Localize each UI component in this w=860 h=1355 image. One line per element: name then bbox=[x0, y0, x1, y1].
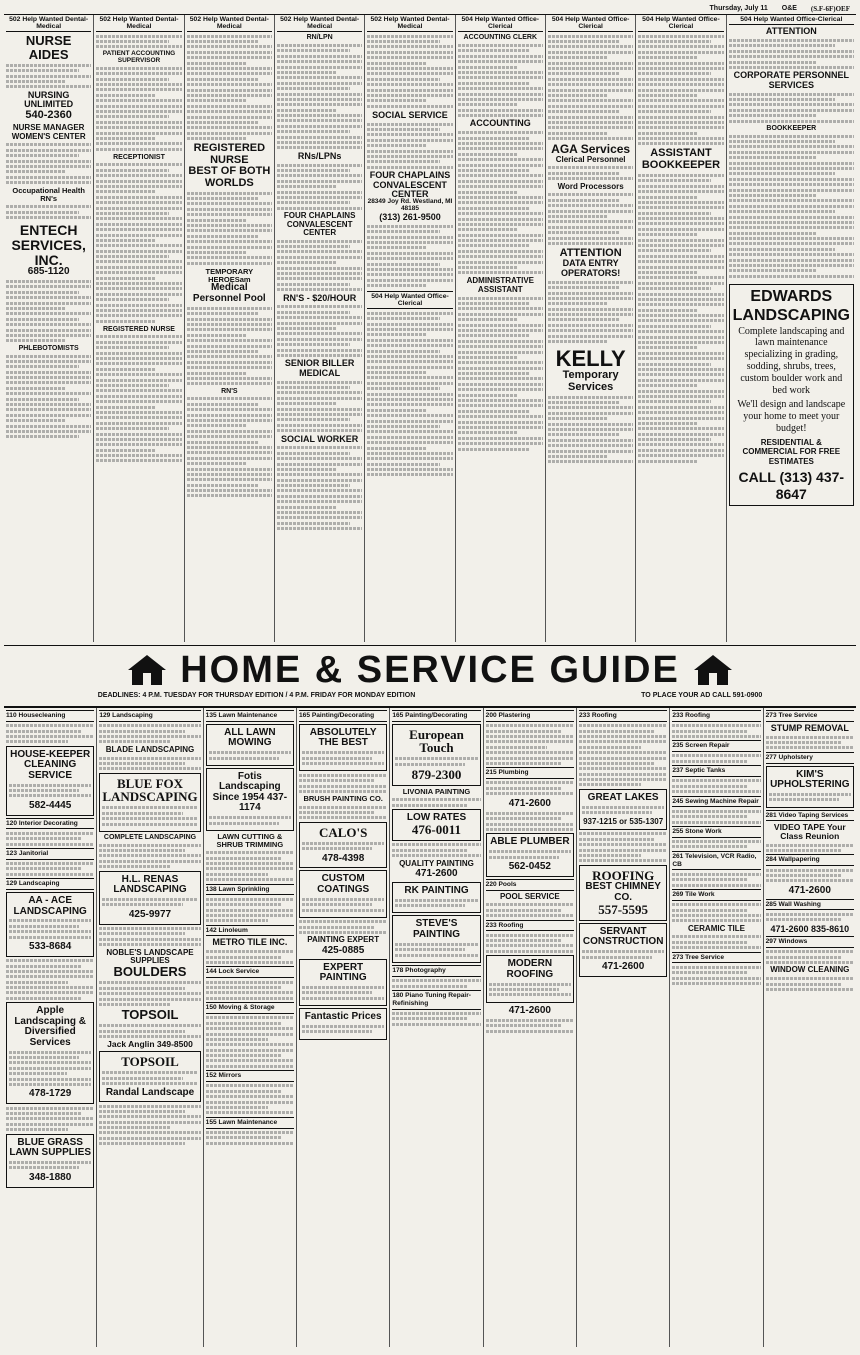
fantastic-ad bbox=[299, 1008, 387, 1040]
ad-phone: 562-0452 bbox=[508, 861, 551, 873]
address: 28349 Joy Rd. Westland, MI 48185 bbox=[367, 198, 453, 213]
modern-roofing-ad bbox=[486, 955, 574, 1003]
ceramic-tile: CERAMIC TILE bbox=[688, 923, 745, 933]
corporate-personnel: CORPORATE PERSONNEL SERVICES bbox=[733, 70, 849, 90]
ad-title: LOW RATES bbox=[406, 811, 467, 823]
clerical-personnel: Clerical Personnel bbox=[555, 154, 626, 164]
column-header: 502 Help Wanted Dental-Medical bbox=[367, 15, 452, 32]
ad-title: Fantastic Prices bbox=[304, 1011, 382, 1023]
housekeeper-ad bbox=[6, 746, 94, 816]
kelly-temporary: Temporary Services bbox=[562, 369, 619, 393]
section-heading: 123 Janitorial bbox=[6, 848, 94, 860]
section-heading: 129 Landscaping bbox=[6, 878, 94, 890]
column-header: 502 Help Wanted Dental-Medical bbox=[277, 15, 362, 32]
ad-phone: 471-2600 bbox=[602, 961, 645, 973]
stump-removal: STUMP REMOVAL bbox=[770, 722, 849, 733]
rns-lpns: RNs/LPNs bbox=[297, 150, 342, 161]
section-heading: 235 Screen Repair bbox=[672, 740, 760, 752]
blue-fox-ad bbox=[99, 773, 200, 832]
service-guide-section bbox=[4, 707, 856, 1347]
apple-landscaping-ad bbox=[6, 1002, 94, 1104]
guide-column-1 bbox=[4, 708, 97, 1347]
ad-phone: 348-1880 bbox=[29, 1171, 72, 1183]
section-heading: 269 Tile Work bbox=[672, 889, 760, 901]
ad-subtitle: Since 1954 437-1174 bbox=[212, 791, 288, 814]
attention: ATTENTION bbox=[765, 26, 817, 37]
section-heading: 155 Lawn Maintenance bbox=[206, 1117, 294, 1129]
help-wanted-section bbox=[4, 14, 856, 642]
jack-anglin: Jack Anglin 349-8500 bbox=[107, 1039, 193, 1050]
ad-title: ABSOLUTELY THE BEST bbox=[309, 726, 377, 749]
kims-ad bbox=[766, 766, 854, 808]
section-heading: 138 Lawn Sprinkling bbox=[206, 884, 294, 896]
all-lawn-ad bbox=[206, 724, 294, 766]
section-heading: 129 Landscaping bbox=[99, 710, 200, 722]
house-icon bbox=[692, 653, 734, 687]
rk-painting-ad bbox=[392, 882, 480, 914]
column-8 bbox=[636, 15, 726, 642]
issue-date: Thursday, July 11 bbox=[709, 4, 768, 12]
section-heading: 142 Linoleum bbox=[206, 925, 294, 937]
steves-painting-ad bbox=[392, 915, 480, 963]
place-ad: TO PLACE YOUR AD CALL 591-0900 bbox=[641, 692, 763, 700]
registered-nurse: REGISTERED NURSE bbox=[193, 142, 266, 166]
guide-column-5 bbox=[390, 708, 483, 1347]
ad-title: TOPSOIL bbox=[121, 1054, 179, 1070]
ad-title: CUSTOM COATINGS bbox=[317, 873, 370, 895]
ad-title: EXPERT PAINTING bbox=[319, 961, 367, 984]
social-service: SOCIAL SERVICE bbox=[372, 109, 448, 120]
ad-title: ALL LAWN MOWING bbox=[224, 726, 276, 749]
lawn-cutting: LAWN CUTTING & SHRUB TRIMMING bbox=[216, 832, 284, 849]
fotis-ad bbox=[206, 768, 294, 831]
livonia-painting: LIVONIA PAINTING bbox=[402, 786, 471, 796]
four-chaplains: FOUR CHAPLAINS CONVALESCENT CENTER bbox=[283, 211, 356, 237]
video-tape: VIDEO TAPE Your Class Reunion bbox=[773, 822, 846, 842]
phone: 471-2600 bbox=[508, 1004, 551, 1016]
section-heading: 255 Stone Work bbox=[672, 826, 760, 838]
rns-title: RN'S bbox=[221, 387, 238, 395]
page-number: (S.F-6F)OEF bbox=[810, 4, 850, 13]
column-1 bbox=[4, 15, 94, 642]
able-plumber-ad bbox=[486, 833, 574, 876]
servant-ad bbox=[579, 923, 667, 977]
ad-title: CALO'S bbox=[318, 824, 368, 840]
quality-painting: QUALITY PAINTING bbox=[399, 858, 474, 868]
section-heading: 110 Housecleaning bbox=[6, 710, 94, 722]
section-heading: 215 Plumbing bbox=[486, 767, 574, 779]
ad-subtitle: BEST CHIMNEY CO. bbox=[585, 881, 661, 903]
nobles: NOBLE'S LANDSCAPE SUPPLIES bbox=[106, 947, 194, 965]
guide-column-6 bbox=[484, 708, 577, 1347]
column-5 bbox=[365, 15, 455, 642]
ad-title: STEVE'S PAINTING bbox=[412, 918, 461, 940]
european-ad bbox=[392, 724, 480, 786]
home-service-banner bbox=[4, 645, 856, 707]
aa-landscaping-ad bbox=[6, 892, 94, 957]
column-header: 504 Help Wanted Office-Clerical bbox=[458, 15, 543, 32]
nursing-unlimited: NURSING UNLIMITED bbox=[24, 89, 74, 110]
ad-title: RK PAINTING bbox=[404, 884, 469, 896]
attention: ATTENTION bbox=[559, 246, 622, 259]
custom-coatings-ad bbox=[299, 870, 387, 918]
aga-services: AGA Services bbox=[551, 142, 631, 157]
phone: 471-2600 bbox=[508, 797, 551, 809]
section-heading: 284 Wallpapering bbox=[766, 854, 854, 866]
section-heading: 245 Sewing Machine Repair bbox=[672, 796, 760, 808]
ad-title: AA - ACE LANDSCAPING bbox=[13, 895, 87, 917]
section-heading: 120 Interior Decorating bbox=[6, 818, 94, 830]
house-icon bbox=[126, 653, 168, 687]
banner-title-row bbox=[126, 649, 734, 692]
section-heading: 150 Moving & Storage bbox=[206, 1002, 294, 1014]
phone: 471-2600 835-8610 bbox=[770, 923, 850, 934]
brush-painting: BRUSH PAINTING CO. bbox=[303, 794, 383, 804]
low-rates-ad bbox=[392, 809, 480, 841]
metro-tile: METRO TILE INC. bbox=[212, 937, 288, 948]
topsoil: TOPSOIL bbox=[121, 1007, 179, 1023]
entech-phone: 685-1120 bbox=[27, 266, 70, 278]
boulders: BOULDERS bbox=[113, 964, 187, 980]
column-header: 502 Help Wanted Dental-Medical bbox=[187, 15, 272, 32]
section-heading: 261 Television, VCR Radio, CB bbox=[672, 851, 760, 871]
column-6 bbox=[456, 15, 546, 642]
column-header: 504 Help Wanted Office-Clerical bbox=[548, 15, 633, 32]
section-heading: 233 Roofing bbox=[486, 920, 574, 932]
nursing-phone: 540-2360 bbox=[25, 108, 72, 121]
banner-title: HOME & SERVICE GUIDE bbox=[180, 649, 680, 692]
medical-personnel-pool: Medical Personnel Pool bbox=[192, 282, 266, 304]
bookkeeper: BOOKKEEPER bbox=[766, 124, 817, 132]
receptionist: RECEPTIONIST bbox=[113, 153, 165, 161]
section-heading: 200 Plastering bbox=[486, 710, 574, 722]
section-heading: 237 Septic Tanks bbox=[672, 765, 760, 777]
column-9 bbox=[727, 15, 856, 642]
phone: 471-2600 bbox=[415, 868, 458, 879]
kelly-logo: KELLY bbox=[555, 346, 626, 372]
column-4 bbox=[275, 15, 365, 642]
expert-painting-ad bbox=[299, 959, 387, 1007]
ad-title: Fotis Landscaping bbox=[218, 770, 281, 793]
registered-nurse: REGISTERED NURSE bbox=[103, 325, 175, 333]
social-worker: SOCIAL WORKER bbox=[280, 433, 359, 444]
section-heading: 273 Tree Service bbox=[766, 710, 854, 722]
ad-title: H.L. RENAS LANDSCAPING bbox=[113, 873, 187, 896]
topsoil-ad bbox=[99, 1051, 200, 1102]
senior-biller: SENIOR BILLER MEDICAL bbox=[284, 358, 355, 378]
section-heading: 180 Piano Tuning Repair-Refinishing bbox=[392, 990, 480, 1010]
nurse-aides-title: NURSE AIDES bbox=[25, 33, 72, 62]
column-3 bbox=[185, 15, 275, 642]
edwards-title: EDWARDS LANDSCAPING bbox=[732, 287, 850, 324]
data-entry: DATA ENTRY OPERATORS! bbox=[561, 258, 621, 278]
absolutely-ad bbox=[299, 724, 387, 772]
phone: 471-2600 bbox=[788, 884, 831, 896]
deadline-row bbox=[98, 692, 763, 700]
ad-phone: 478-4398 bbox=[322, 852, 365, 864]
great-lakes-ad bbox=[579, 789, 667, 830]
complete-landscaping: COMPLETE LANDSCAPING bbox=[103, 833, 197, 841]
ad-title: ROOFING bbox=[592, 867, 655, 883]
ad-title: BLUE GRASS LAWN SUPPLIES bbox=[9, 1136, 91, 1159]
section-heading: 165 Painting/Decorating bbox=[299, 710, 387, 722]
section-heading: 281 Video Taping Services bbox=[766, 810, 854, 822]
column-7 bbox=[546, 15, 636, 642]
ad-phone: 582-4445 bbox=[29, 799, 72, 811]
blue-grass-ad bbox=[6, 1134, 94, 1188]
four-chaplains: FOUR CHAPLAINS CONVALESCENT CENTER bbox=[369, 170, 451, 199]
section-heading: 297 Windows bbox=[766, 936, 854, 948]
patient-accounting: PATIENT ACCOUNTING SUPERVISOR bbox=[102, 49, 176, 64]
ad-phone: 557-5595 bbox=[598, 902, 649, 918]
column-header: 502 Help Wanted Dental-Medical bbox=[6, 15, 91, 32]
ad-phone: 533-8684 bbox=[29, 940, 72, 952]
ad-title: KIM'S UPHOLSTERING bbox=[770, 768, 850, 791]
occupational-health: Occupational Health RN's bbox=[12, 186, 85, 204]
renas-ad bbox=[99, 871, 200, 925]
section-heading: 135 Lawn Maintenance bbox=[206, 710, 294, 722]
ad-title: Apple Landscaping & Diversified Services bbox=[14, 1005, 86, 1048]
section-heading: 233 Roofing bbox=[579, 710, 667, 722]
guide-column-7 bbox=[577, 708, 670, 1347]
temporary-heroes: TEMPORARY HEROESam bbox=[205, 266, 254, 284]
ad-phone: 937-1215 or 535-1307 bbox=[583, 816, 664, 826]
section-heading: 233 Roofing bbox=[672, 710, 760, 722]
ad-subtitle: Randal Landscape bbox=[105, 1086, 195, 1098]
section-name: O&E bbox=[781, 4, 797, 12]
pool-service: POOL SERVICE bbox=[499, 891, 560, 901]
help-wanted-office: 504 Help Wanted Office-Clerical bbox=[367, 291, 452, 309]
phlebotomists: PHLEBOTOMISTS bbox=[18, 344, 79, 352]
nurse-manager: NURSE MANAGER WOMEN'S CENTER bbox=[11, 123, 86, 141]
ad-title: ABLE PLUMBER bbox=[490, 836, 570, 848]
rns-pay: RN'S - $20/HOUR bbox=[283, 292, 357, 303]
guide-column-9 bbox=[764, 708, 856, 1347]
administrative-assistant: ADMINISTRATIVE ASSISTANT bbox=[466, 276, 534, 294]
edwards-type: RESIDENTIAL & COMMERCIAL FOR FREE ESTIMATES bbox=[742, 437, 841, 466]
section-heading: 220 Pools bbox=[486, 879, 574, 891]
edwards-tagline: Complete landscaping and lawn maintenance specializing in grading, sodding, shrubs, trees, custom boulder work and bed work bbox=[738, 325, 845, 396]
section-heading: 165 Painting/Decorating bbox=[392, 710, 480, 722]
section-heading: 285 Wall Washing bbox=[766, 899, 854, 911]
word-processors: Word Processors bbox=[557, 181, 624, 191]
guide-column-4 bbox=[297, 708, 390, 1347]
accounting: ACCOUNTING bbox=[469, 118, 531, 129]
ad-phone: 425-9977 bbox=[128, 908, 172, 920]
roofing-ad bbox=[579, 865, 667, 921]
column-header: 504 Help Wanted Office-Clerical bbox=[729, 15, 854, 25]
edwards-landscaping-ad bbox=[729, 284, 854, 506]
section-heading: 273 Tree Service bbox=[672, 952, 760, 964]
column-header: 502 Help Wanted Dental-Medical bbox=[96, 15, 181, 32]
edwards-phone: CALL (313) 437-8647 bbox=[738, 469, 845, 502]
ad-title: HOUSE-KEEPER CLEANING SERVICE bbox=[10, 748, 91, 781]
blade-landscaping: BLADE LANDSCAPING bbox=[105, 744, 195, 754]
ad-title: BLUE FOX LANDSCAPING bbox=[102, 775, 198, 805]
section-heading: 178 Photography bbox=[392, 965, 480, 977]
section-heading: 152 Mirrors bbox=[206, 1070, 294, 1082]
column-header: 504 Help Wanted Office-Clerical bbox=[638, 15, 723, 32]
guide-column-8 bbox=[670, 708, 763, 1347]
assistant-bookkeeper: ASSISTANT BOOKKEEPER bbox=[641, 147, 721, 171]
section-heading: 277 Upholstery bbox=[766, 752, 854, 764]
section-heading: 144 Lock Service bbox=[206, 966, 294, 978]
phone: (313) 261-9500 bbox=[379, 212, 441, 222]
window-cleaning: WINDOW CLEANING bbox=[770, 965, 850, 975]
best-of-both: BEST OF BOTH WORLDS bbox=[188, 165, 271, 189]
entech-logo: ENTECH SERVICES, INC. bbox=[11, 222, 86, 268]
ad-title: MODERN ROOFING bbox=[506, 958, 554, 980]
masthead bbox=[4, 4, 856, 14]
edwards-slogan: We'll design and landscape your home to meet your budget! bbox=[737, 399, 846, 434]
ad-phone: 879-2300 bbox=[411, 767, 462, 783]
guide-column-3 bbox=[204, 708, 297, 1347]
guide-column-2 bbox=[97, 708, 203, 1347]
accounting-clerk: ACCOUNTING CLERK bbox=[463, 34, 538, 42]
ad-title: GREAT LAKES bbox=[587, 791, 659, 803]
ad-phone: 478-1729 bbox=[29, 1088, 72, 1100]
painting-expert: PAINTING EXPERT bbox=[307, 935, 380, 945]
phone: 425-0885 bbox=[322, 944, 365, 956]
ad-title: European Touch bbox=[409, 726, 464, 756]
ad-phone: 476-0011 bbox=[411, 822, 462, 838]
deadlines: DEADLINES: 4 P.M. TUESDAY FOR THURSDAY EDITION / 4 P.M. FRIDAY FOR MONDAY EDITION bbox=[97, 692, 416, 700]
calos-ad bbox=[299, 822, 387, 869]
rn-lpn: RN/LPN bbox=[306, 34, 333, 42]
ad-title: SERVANT CONSTRUCTION bbox=[582, 925, 664, 948]
column-2 bbox=[94, 15, 184, 642]
